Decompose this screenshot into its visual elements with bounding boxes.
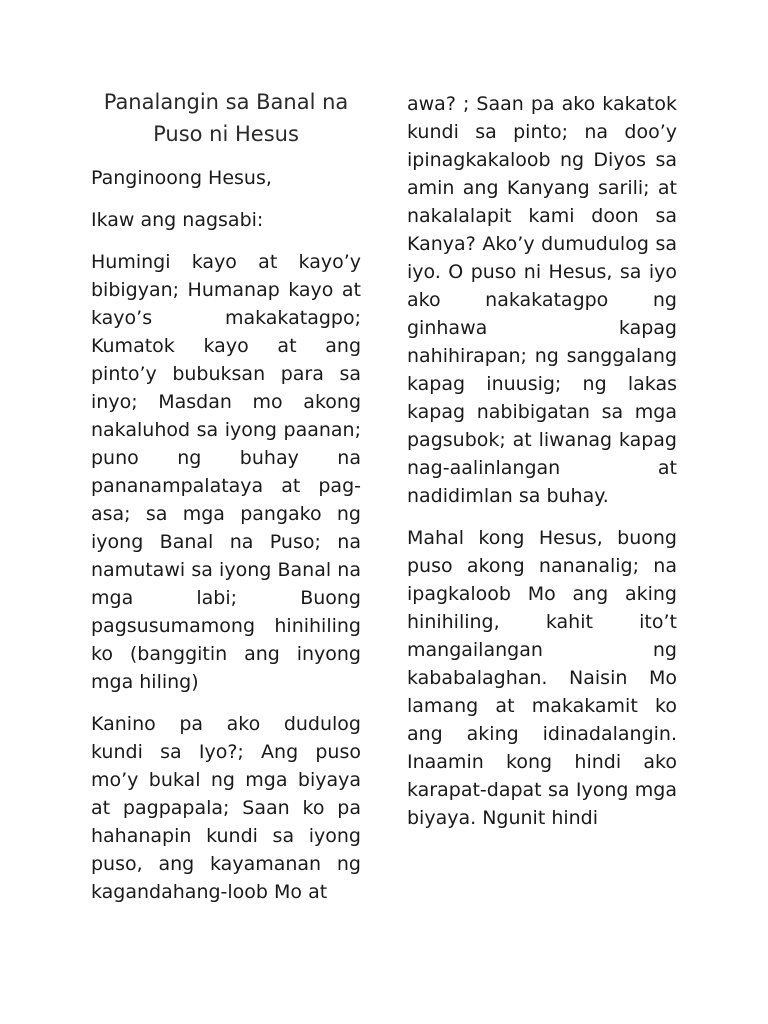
prayer-paragraph: Humingi kayo at kayo’y bibigyan; Humanap kayo at kayo’s makakatagpo; Kumatok kayo at ang pinto’y bubuksan para sa inyo; Masdan mo akong nakaluhod sa iyong paanan; puno ng buhay na pananampalataya at pag-asa; sa mga pangako ng iyong Banal na Puso; na namutawi sa iyong Banal na mga labi; Buong pagsusumamong hinihiling ko (banggitin ang inyong mga hiling) bbox=[91, 251, 361, 693]
document-title: Panalangin sa Banal na Puso ni Hesus bbox=[103, 90, 349, 146]
prayer-paragraph: Mahal kong Hesus, buong puso akong nananalig; na ipagkaloob Mo ang aking hinihiling, kahit ito’t mangailangan ng kababalaghan. Naisin Mo lamang at makakamit ko ang aking idinadalangin. Inaamin kong hindi ako karapat-dapat sa Iyong mga biyaya. Ngunit hindi bbox=[407, 527, 677, 829]
right-column bbox=[407, 90, 677, 846]
intro-line: Ikaw ang nagsabi: bbox=[91, 209, 264, 231]
prayer-paragraph: awa? ; Saan pa ako kakatok kundi sa pinto; na doo’y ipinagkakaloob ng Diyos sa amin ang Kanyang sarili; at nakalalapit kami doon sa Kanya? Ako’y dumudulog sa iyo. O puso ni Hesus, sa iyo ako nakakatagpo ng ginhawa kapag nahihirapan; ng sanggalang kapag inuusig; ng lakas kapag nabibigatan sa mga pagsubok; at liwanag kapag nag-aalinlangan at nadidimlan sa buhay. bbox=[407, 93, 677, 507]
salutation: Panginoong Hesus, bbox=[91, 167, 272, 189]
prayer-paragraph: Kanino pa ako dudulog kundi sa Iyo?; Ang puso mo’y bukal ng mga biyaya at pagpapala; Saan ko pa hahanapin kundi sa iyong puso, ang kayamanan ng kagandahang-loob Mo at bbox=[91, 713, 361, 903]
left-column bbox=[91, 86, 361, 920]
